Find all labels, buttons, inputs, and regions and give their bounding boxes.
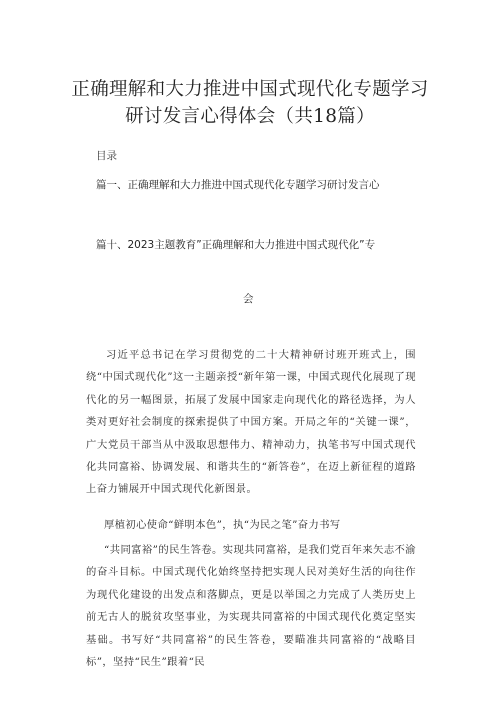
body-paragraph: 习近平总书记在学习贯彻党的二十大精神研讨班开班式上，围绕“中国式现代化”这一主题亲授“新年第一课，中国式现代化展现了现代化的另一幅图景，拓展了发展中国家走向现代化的路径选择，为人类对更好社会制度的探索提供了中国方案。开局之年的“关键一课”，广大党员干部当从中汲取思想伟力、精神动力，执笔书写中国式现代化共同富裕、协调发展、和谐共生的“新答卷”，在迈上新征程的道路上奋力铺展开中国式现代化新图景。 <box>86 349 416 496</box>
document-title: 正确理解和大力推进中国式现代化专题学习研讨发言心得体会（共18篇） <box>71 79 429 127</box>
body-paragraph: “共同富裕”的民生答卷。实现共同富裕，是我们党百年来矢志不渝的奋斗目标。中国式现代化始终坚持把实现人民对美好生活的向往作为现代化建设的出发点和落脚点，更是以举国之力完成了人类历史上前无古人的脱贫攻坚事业，为实现共同富裕的中国式现代化奠定坚实基础。书写好“共同富裕”的民生答卷，要瞄准共同富裕的“战略目标”，坚持“民生”跟着“民 <box>86 544 416 669</box>
toc-item-10-wrap: 会 <box>243 293 254 305</box>
section-heading: 厚植初心使命“鲜明本色”，执“为民之笔”奋力书写 <box>104 519 341 531</box>
toc-label: 目录 <box>96 150 117 162</box>
toc-item-10[interactable]: 篇十、2023主题教育”正确理解和大力推进中国式现代化”专 <box>96 239 376 251</box>
toc-item-1[interactable]: 篇一、正确理解和大力推进中国式现代化专题学习研讨发言心 <box>96 179 380 191</box>
